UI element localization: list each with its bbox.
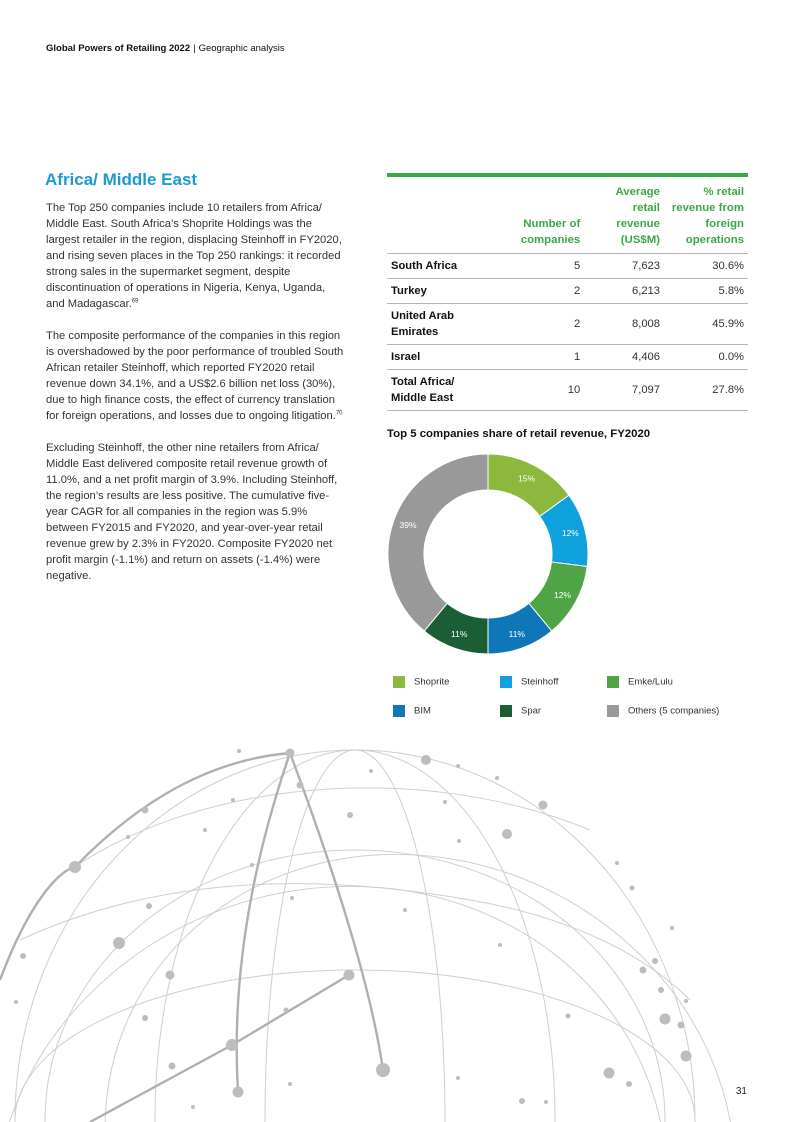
region-label: United Arab Emirates (391, 310, 454, 338)
companies-cell: 5 (504, 254, 584, 279)
globe-node (456, 764, 460, 768)
column-header-label: Average retail revenue (US$M) (615, 186, 660, 246)
legend-item (500, 705, 541, 717)
globe-node (290, 896, 294, 900)
section-title: Africa/ Middle East (45, 170, 198, 189)
legend-label: Shoprite (414, 676, 450, 688)
donut-data-label: 11% (508, 628, 525, 639)
legend-item (393, 676, 449, 688)
globe-node (166, 971, 175, 980)
table-row (387, 279, 748, 304)
region-table (387, 173, 748, 411)
region-cell: Turkey (387, 279, 504, 304)
globe-node (250, 863, 254, 867)
legend-swatch (607, 705, 619, 717)
globe-node (233, 1087, 244, 1098)
globe-node (457, 839, 461, 843)
globe-node (604, 1068, 615, 1079)
globe-node (237, 749, 241, 753)
globe-node (226, 1039, 238, 1051)
region-cell: Israel (387, 345, 504, 370)
paragraph (46, 200, 346, 312)
globe-node (615, 861, 619, 865)
paragraph-text: Excluding Steinhoff, the other nine retailers from Africa/ Middle East delivered composite retail revenue growth of 11.0%, and a net profit margin of 3.9%. Including Steinhoff, the region’s results are less positive. The cumulative five-year CAGR for all companies in the region was 5.9% between FY2015 and FY2020, and year-over-year retail revenue grew by 2.3% in FY2020. Composite FY2020 net profit margin (-1.1%) and return on assets (-1.4%) were negative. (46, 442, 338, 582)
globe-node (69, 861, 81, 873)
globe-node (495, 776, 499, 780)
donut-data-label: 15% (518, 473, 536, 484)
header-separator: | (193, 43, 196, 54)
globe-node (566, 1014, 571, 1019)
region-cell (387, 304, 504, 345)
table-row (387, 345, 748, 370)
globe-arc-bold (237, 753, 290, 1092)
chart-title: Top 5 companies share of retail revenue, FY2020 (387, 428, 651, 440)
paragraph-text: The Top 250 companies include 10 retailers from Africa/ Middle East. South Africa’s Shoprite Holdings was the largest retailer in the region, displacing Steinhoff in FY2020, and rising seven places in the Top 250 rankings: it recorded strong sales in the supermarket segment, despite discontinuation of operations in Nigeria, Kenya, Uganda, and Madagascar. (46, 202, 342, 310)
companies-cell: 2 (504, 304, 584, 345)
globe-node (652, 958, 658, 964)
globe-node (660, 1014, 671, 1025)
globe-node (113, 937, 125, 949)
globe-node (347, 812, 353, 818)
column-header (504, 175, 584, 254)
legend-swatch (500, 705, 512, 717)
region-label: Total Africa/ Middle East (391, 376, 455, 404)
avg-revenue-cell: 7,623 (584, 254, 664, 279)
donut-data-label: 12% (553, 589, 571, 600)
table-header-row (387, 175, 748, 254)
globe-node (658, 987, 664, 993)
legend-label: Spar (521, 705, 542, 717)
globe-node (681, 1051, 692, 1062)
footnote-ref: 69 (131, 298, 139, 305)
legend-label: Steinhoff (521, 676, 559, 688)
column-header (664, 175, 748, 254)
legend-item (393, 705, 431, 717)
page-header (46, 43, 285, 54)
donut-data-label: 11% (451, 628, 468, 639)
globe-node (284, 1008, 289, 1013)
legend-swatch (393, 705, 405, 717)
globe-node (670, 926, 674, 930)
body-text (46, 200, 346, 600)
globe-node (288, 1082, 292, 1086)
legend-item (607, 705, 719, 717)
globe-meridian (155, 750, 555, 1122)
globe-node (684, 999, 688, 1003)
globe-node (231, 798, 235, 802)
globe-latitude (15, 970, 695, 1122)
legend-label: Emke/Lulu (628, 676, 673, 688)
globe-node (142, 807, 149, 814)
table-row (387, 254, 748, 279)
globe-node (421, 755, 431, 765)
globe-node (456, 1076, 460, 1080)
column-header (584, 175, 664, 254)
globe-arc (7, 752, 793, 1122)
header-section: Geographic analysis (198, 43, 285, 54)
paragraph (46, 440, 346, 584)
globe-arc-bold (0, 867, 75, 980)
globe-network-illustration (0, 720, 793, 1122)
companies-cell: 2 (504, 279, 584, 304)
globe-node (142, 1015, 148, 1021)
avg-revenue-cell: 7,097 (584, 370, 664, 411)
globe-node (544, 1100, 548, 1104)
legend-swatch (500, 676, 512, 688)
globe-node (376, 1063, 390, 1077)
globe-arc-bold (290, 753, 383, 1070)
paragraph-text: The composite performance of the companies in this region is overshadowed by the poor performance of troubled South African retailer Steinhoff, which reported FY2020 retail revenue down 34.1%, and a US$2.6 billion net loss (30%), due to high finance costs, the effect of currency translation for foreign operations, and losses due to ongoing litigation. (46, 330, 344, 422)
page-number: 31 (735, 1086, 747, 1097)
paragraph (46, 328, 346, 424)
donut-slice-others-5-companies (388, 454, 488, 631)
donut-chart (380, 446, 596, 662)
globe-node (203, 828, 207, 832)
globe-node (443, 800, 447, 804)
legend-label: Others (5 companies) (628, 705, 720, 717)
globe-node (640, 967, 647, 974)
globe-node (539, 801, 548, 810)
avg-revenue-cell: 8,008 (584, 304, 664, 345)
globe-node (14, 1000, 18, 1004)
globe-node (297, 782, 304, 789)
table-row (387, 304, 748, 345)
globe-node (20, 953, 26, 959)
companies-cell: 1 (504, 345, 584, 370)
globe-arc (70, 788, 590, 870)
legend-item (607, 676, 673, 688)
globe-node (678, 1022, 685, 1029)
legend-label: BIM (414, 705, 431, 717)
table-row (387, 370, 748, 411)
globe-node (403, 908, 407, 912)
globe-arc-bold (90, 975, 349, 1122)
foreign-share-cell: 5.8% (664, 279, 748, 304)
legend-swatch (607, 676, 619, 688)
report-title: Global Powers of Retailing 2022 (46, 43, 191, 54)
foreign-share-cell: 45.9% (664, 304, 748, 345)
globe-node (286, 749, 295, 758)
column-header-label: Number of companies (520, 218, 581, 246)
avg-revenue-cell: 4,406 (584, 345, 664, 370)
foreign-share-cell: 27.8% (664, 370, 748, 411)
avg-revenue-cell: 6,213 (584, 279, 664, 304)
companies-cell: 10 (504, 370, 584, 411)
globe-node (502, 829, 512, 839)
column-header (387, 175, 504, 254)
globe-node (630, 886, 635, 891)
globe-latitude (45, 850, 665, 1122)
globe-node (146, 903, 152, 909)
globe-node (498, 943, 502, 947)
column-header-label: % retail revenue from foreign operations (671, 186, 744, 246)
legend-swatch (393, 676, 405, 688)
donut-data-label: 39% (399, 520, 417, 531)
donut-data-label: 12% (561, 527, 579, 538)
globe-node (519, 1098, 525, 1104)
globe-node (344, 970, 355, 981)
globe-node (169, 1063, 176, 1070)
globe-node (369, 769, 373, 773)
globe-arc-bold (75, 753, 290, 867)
globe-meridian (265, 750, 445, 1122)
foreign-share-cell: 0.0% (664, 345, 748, 370)
globe-node (626, 1081, 632, 1087)
legend-item (500, 676, 558, 688)
globe-node (191, 1105, 195, 1109)
footnote-ref: 70 (335, 410, 343, 417)
region-cell (387, 370, 504, 411)
globe-node (126, 835, 130, 839)
region-cell: South Africa (387, 254, 504, 279)
foreign-share-cell: 30.6% (664, 254, 748, 279)
